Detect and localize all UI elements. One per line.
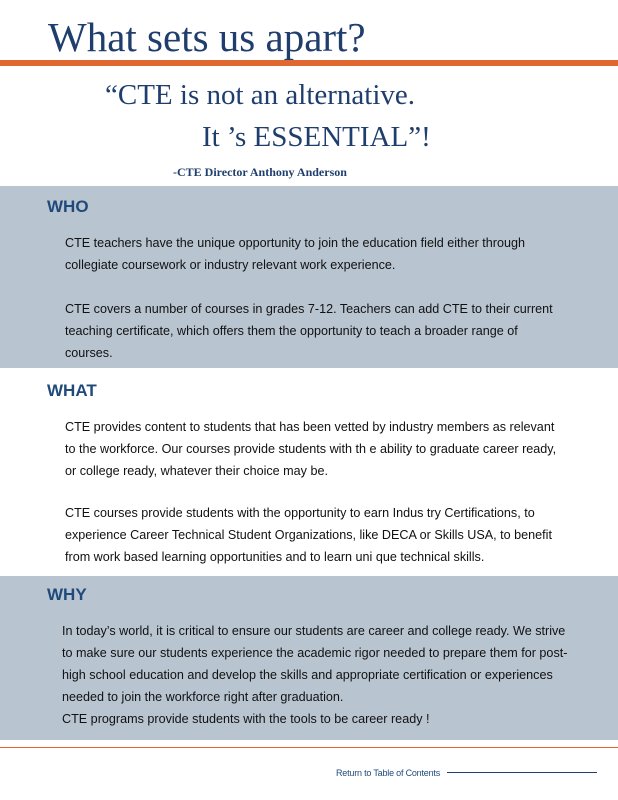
why-paragraph-1: In today’s world, it is critical to ensure our students are career and college ready. We strive to make sure our students experience the academic rigor needed to prepare them for post-high school education and develop the skills and appropriate certification or experiences needed to join the workforce right after graduation.: [62, 624, 568, 704]
what-heading: WHAT: [47, 381, 97, 400]
what-section: [0, 368, 618, 576]
what-paragraph-2: CTE courses provide students with the opportunity to earn Indus try Certifications, to experience Career Technical Student Organizations, like DECA or Skills USA, to benefit from work based learning opportunities and to learn uni que technical skills.: [65, 506, 552, 564]
footer-divider: [0, 747, 618, 748]
toc-link-rule: [447, 772, 597, 773]
what-paragraph-1: CTE provides content to students that has been vetted by industry members as relevant to the workforce. Our courses provide students with th e ability to graduate career ready, or college ready, whatever their choice may be.: [65, 420, 557, 478]
who-paragraph-2: CTE covers a number of courses in grades 7-12. Teachers can add CTE to their current teaching certificate, which offers them the opportunity to teach a broader range of courses.: [65, 302, 553, 360]
why-section: [0, 576, 618, 740]
page-title: What sets us apart?: [48, 14, 366, 60]
title-underline-divider: [0, 60, 618, 66]
quote-attribution: -CTE Director Anthony Anderson: [173, 165, 347, 179]
who-heading: WHO: [47, 197, 89, 216]
who-section: [0, 186, 618, 368]
why-heading: WHY: [47, 585, 87, 604]
why-paragraph-2: CTE programs provide students with the tools to be career ready !: [62, 712, 430, 726]
quote-line-1: “CTE is not an alternative.: [105, 79, 416, 111]
return-to-toc-link[interactable]: Return to Table of Contents: [336, 768, 441, 778]
quote-line-2: It ’s ESSENTIAL”!: [202, 121, 431, 153]
who-paragraph-1: CTE teachers have the unique opportunity to join the education field either through collegiate coursework or industry relevant work experience.: [65, 236, 525, 272]
